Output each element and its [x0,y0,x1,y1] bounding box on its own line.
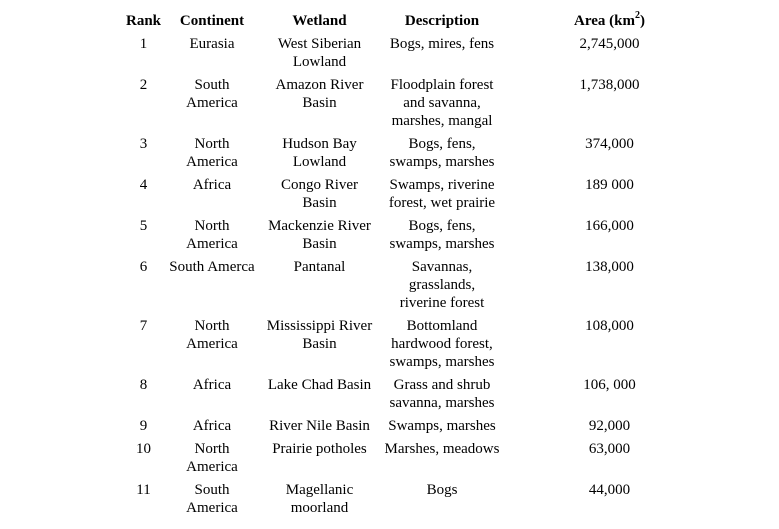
header-rank: Rank [125,13,162,29]
cell-area: 189 000 [585,177,634,193]
cell-wetland: Prairie potholes [272,441,367,457]
table-row [120,258,717,317]
cell-description: Bogs, fens, swamps, marshes [389,136,495,170]
cell-rank: 11 [136,482,151,498]
cell-area: 1,738,000 [579,77,640,93]
cell-description: Swamps, riverine forest, wet prairie [388,177,496,211]
cell-continent: South America [186,482,238,516]
cell-wetland: Mississippi River Basin [266,318,373,352]
cell-area: 63,000 [588,441,631,457]
table-body [120,35,717,522]
table-header-row [120,12,717,35]
header-area-superscript: 2 [634,10,640,21]
header-area-close: ) [639,13,645,29]
table-row [120,317,717,376]
header-area [502,12,717,35]
cell-wetland: Lake Chad Basin [267,377,372,393]
cell-rank: 5 [139,218,148,234]
cell-area: 108,000 [585,318,634,334]
cell-continent: North America [186,318,238,352]
cell-area: 106, 000 [583,377,636,393]
table-row [120,135,717,176]
cell-rank: 2 [139,77,148,93]
cell-description: Bogs [426,482,458,498]
cell-rank: 9 [139,418,148,434]
cell-description: Marshes, meadows [384,441,500,457]
cell-continent: North America [186,136,238,170]
table-row [120,76,717,135]
cell-continent: Africa [192,377,232,393]
header-continent: Continent [179,13,245,29]
cell-wetland: Congo River Basin [280,177,359,211]
cell-continent: South America [186,77,238,111]
cell-rank: 8 [139,377,148,393]
table-row [120,481,717,522]
table-row [120,376,717,417]
cell-description: Grass and shrub savanna, marshes [389,377,495,411]
cell-continent: South Amerca [169,259,255,275]
table-row [120,176,717,217]
cell-wetland: River Nile Basin [269,418,370,434]
table-row [120,440,717,481]
header-description: Description [404,13,480,29]
cell-description: Bogs, mires, fens [389,36,495,52]
cell-area: 92,000 [588,418,631,434]
cell-continent: Africa [192,418,232,434]
cell-wetland: Hudson Bay Lowland [282,136,357,170]
cell-area: 44,000 [588,482,631,498]
cell-continent: Africa [192,177,232,193]
cell-wetland: Amazon River Basin [275,77,364,111]
cell-continent: Eurasia [189,36,235,52]
wetlands-table [120,12,717,522]
cell-description: Bogs, fens, swamps, marshes [389,218,495,252]
header-wetland: Wetland [292,13,347,29]
table-row [120,217,717,258]
cell-rank: 7 [139,318,148,334]
table-row [120,417,717,440]
cell-wetland: Mackenzie River Basin [268,218,371,252]
cell-description: Bottomland hardwood forest, swamps, marshes [389,318,495,370]
header-area-label: Area (km [574,13,635,29]
cell-rank: 3 [139,136,148,152]
cell-rank: 4 [139,177,148,193]
cell-wetland: Pantanal [293,259,346,275]
cell-rank: 1 [139,36,148,52]
cell-area: 166,000 [585,218,634,234]
cell-wetland: Magellanic moorland [285,482,354,516]
cell-area: 374,000 [585,136,634,152]
cell-rank: 6 [139,259,148,275]
cell-area: 138,000 [585,259,634,275]
cell-rank: 10 [136,441,151,457]
cell-continent: North America [186,441,238,475]
cell-description: Savannas, grasslands, riverine forest [399,259,485,311]
cell-area: 2,745,000 [579,36,640,52]
cell-wetland: West Siberian Lowland [277,36,362,70]
cell-description: Swamps, marshes [388,418,496,434]
cell-description: Floodplain forest and savanna, marshes, mangal [390,77,494,129]
table-row [120,35,717,76]
cell-continent: North America [186,218,238,252]
